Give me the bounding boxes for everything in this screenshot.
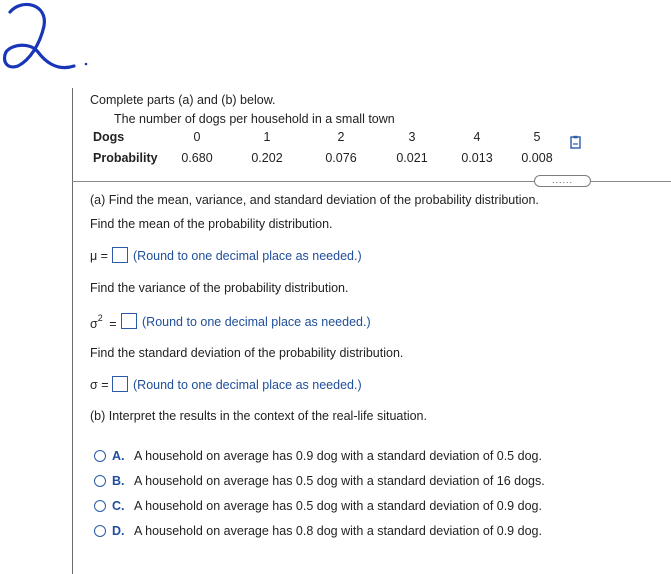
- probability-row-label: Probability: [93, 151, 158, 165]
- variance-rounding-hint: (Round to one decimal place as needed.): [142, 315, 371, 329]
- mean-symbol: μ =: [90, 249, 108, 263]
- variance-symbol: [90, 315, 117, 331]
- option-b-radio[interactable]: [94, 475, 106, 487]
- mean-prompt: Find the mean of the probability distribution.: [90, 217, 333, 231]
- dogs-value: 2: [337, 130, 345, 144]
- option-c-radio[interactable]: [94, 500, 106, 512]
- part-b-heading: (b) Interpret the results in the context of the real-life situation.: [90, 409, 427, 423]
- option-a-text: A household on average has 0.9 dog with a standard deviation of 0.5 dog.: [134, 449, 542, 463]
- probability-value: 0.076: [325, 151, 357, 165]
- option-a-letter: A.: [112, 449, 125, 463]
- option-a-radio[interactable]: [94, 450, 106, 462]
- equals-sign: =: [109, 317, 117, 332]
- show-more-button[interactable]: ......: [534, 175, 591, 187]
- probability-value: 0.008: [521, 151, 553, 165]
- sd-answer-box[interactable]: [112, 376, 128, 392]
- dogs-value: 1: [263, 130, 271, 144]
- dogs-value: 0: [193, 130, 201, 144]
- table-caption: The number of dogs per household in a small town: [114, 112, 395, 126]
- probability-value: 0.202: [251, 151, 283, 165]
- probability-value: 0.021: [396, 151, 428, 165]
- option-c-text: A household on average has 0.5 dog with a standard deviation of 0.9 dog.: [134, 499, 542, 513]
- dogs-value: 4: [473, 130, 481, 144]
- mean-rounding-hint: (Round to one decimal place as needed.): [133, 249, 362, 263]
- option-d-letter: D.: [112, 524, 125, 538]
- probability-value: 0.680: [181, 151, 213, 165]
- intro-text: Complete parts (a) and (b) below.: [90, 93, 276, 107]
- superscript-two: 2: [97, 313, 103, 323]
- part-a-heading: (a) Find the mean, variance, and standard deviation of the probability distribution.: [90, 193, 539, 207]
- sigma-symbol: σ: [90, 317, 98, 332]
- sd-prompt: Find the standard deviation of the probability distribution.: [90, 346, 404, 360]
- option-b-letter: B.: [112, 474, 125, 488]
- option-c-letter: C.: [112, 499, 125, 513]
- sd-rounding-hint: (Round to one decimal place as needed.): [133, 378, 362, 392]
- variance-prompt: Find the variance of the probability distribution.: [90, 281, 349, 295]
- sd-symbol: σ =: [90, 378, 109, 392]
- mean-answer-box[interactable]: [112, 247, 128, 263]
- probability-value: 0.013: [461, 151, 493, 165]
- left-border: [72, 88, 73, 574]
- copy-table-icon[interactable]: [570, 135, 582, 149]
- handwritten-a-mark: [0, 0, 100, 85]
- dogs-value: 5: [533, 130, 541, 144]
- option-b-text: A household on average has 0.5 dog with a standard deviation of 16 dogs.: [134, 474, 545, 488]
- dogs-row-label: Dogs: [93, 130, 125, 144]
- dogs-value: 3: [408, 130, 416, 144]
- option-d-text: A household on average has 0.8 dog with a standard deviation of 0.9 dog.: [134, 524, 542, 538]
- variance-answer-box[interactable]: [121, 313, 137, 329]
- option-d-radio[interactable]: [94, 525, 106, 537]
